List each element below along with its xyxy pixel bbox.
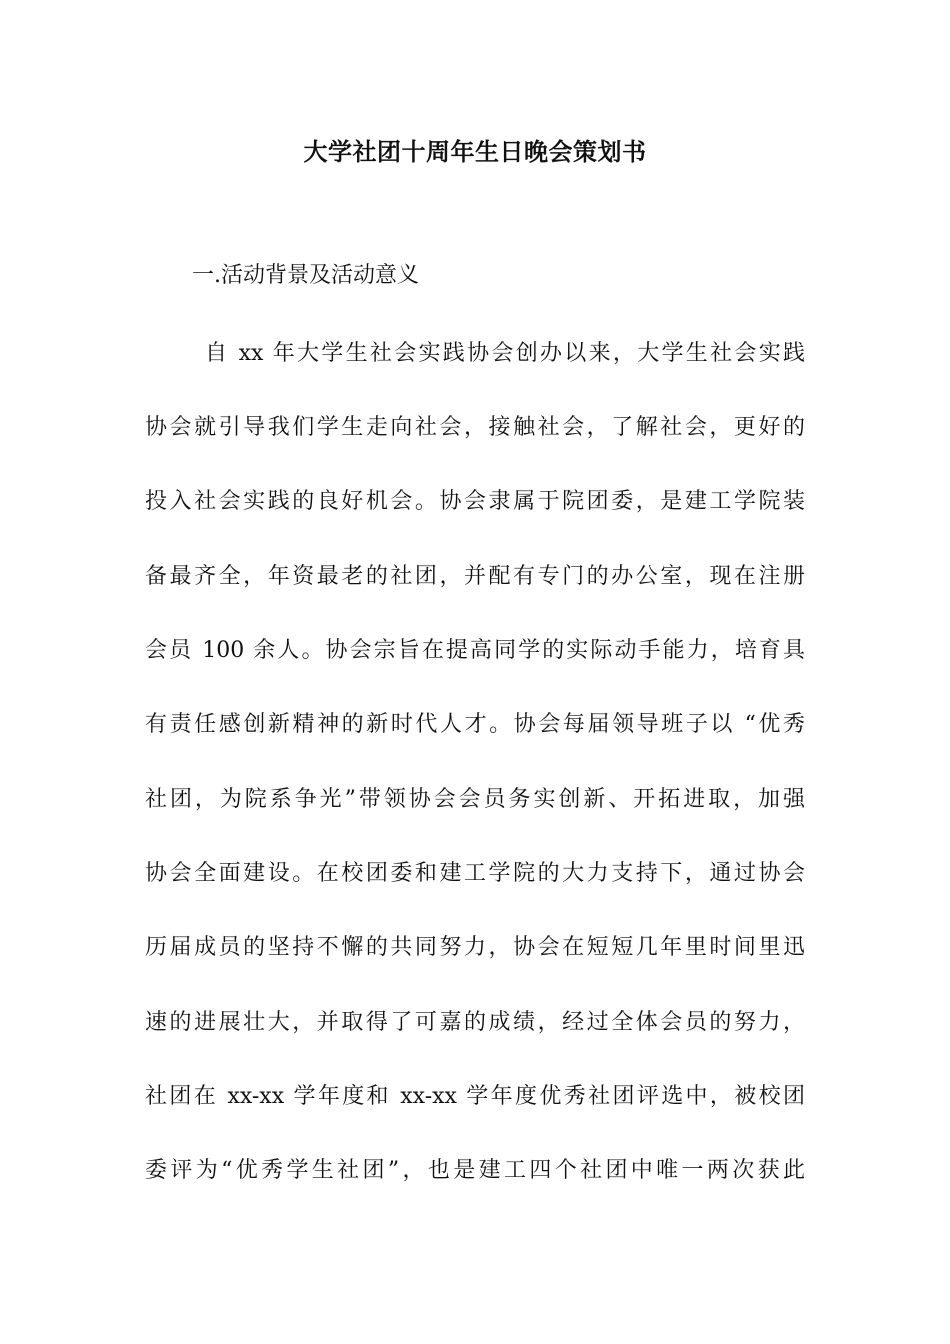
paragraph-line: 社团，为院系争光”带领协会会员务实创新、开拓进取，加强	[145, 787, 805, 812]
section-heading: 一.活动背景及活动意义	[192, 263, 419, 288]
paragraph-line: 协会就引导我们学生走向社会，接触社会，了解社会，更好的	[145, 415, 805, 440]
paragraph-line: 备最齐全，年资最老的社团，并配有专门的办公室，现在注册	[145, 564, 805, 589]
paragraph-line: 自 xx 年大学生社会实践协会创办以来，大学生社会实践	[205, 341, 805, 366]
document-title: 大学社团十周年生日晚会策划书	[303, 137, 647, 166]
paragraph-line: 速的进展壮大，并取得了可嘉的成绩，经过全体会员的努力，	[145, 1010, 805, 1035]
paragraph-line: 会员 100 余人。协会宗旨在提高同学的实际动手能力，培育具	[145, 638, 805, 663]
paragraph-line: 社团在 xx-xx 学年度和 xx-xx 学年度优秀社团评选中，被校团	[145, 1084, 805, 1109]
paragraph-line: 委评为“优秀学生社团”，也是建工四个社团中唯一两次获此	[145, 1158, 805, 1183]
paragraph-line: 投入社会实践的良好机会。协会隶属于院团委，是建工学院装	[145, 489, 805, 514]
paragraph-line: 协会全面建设。在校团委和建工学院的大力支持下，通过协会	[145, 861, 805, 886]
paragraph-line: 历届成员的坚持不懈的共同努力，协会在短短几年里时间里迅	[145, 935, 805, 960]
paragraph-line: 有责任感创新精神的新时代人才。协会每届领导班子以 “优秀	[145, 712, 805, 737]
